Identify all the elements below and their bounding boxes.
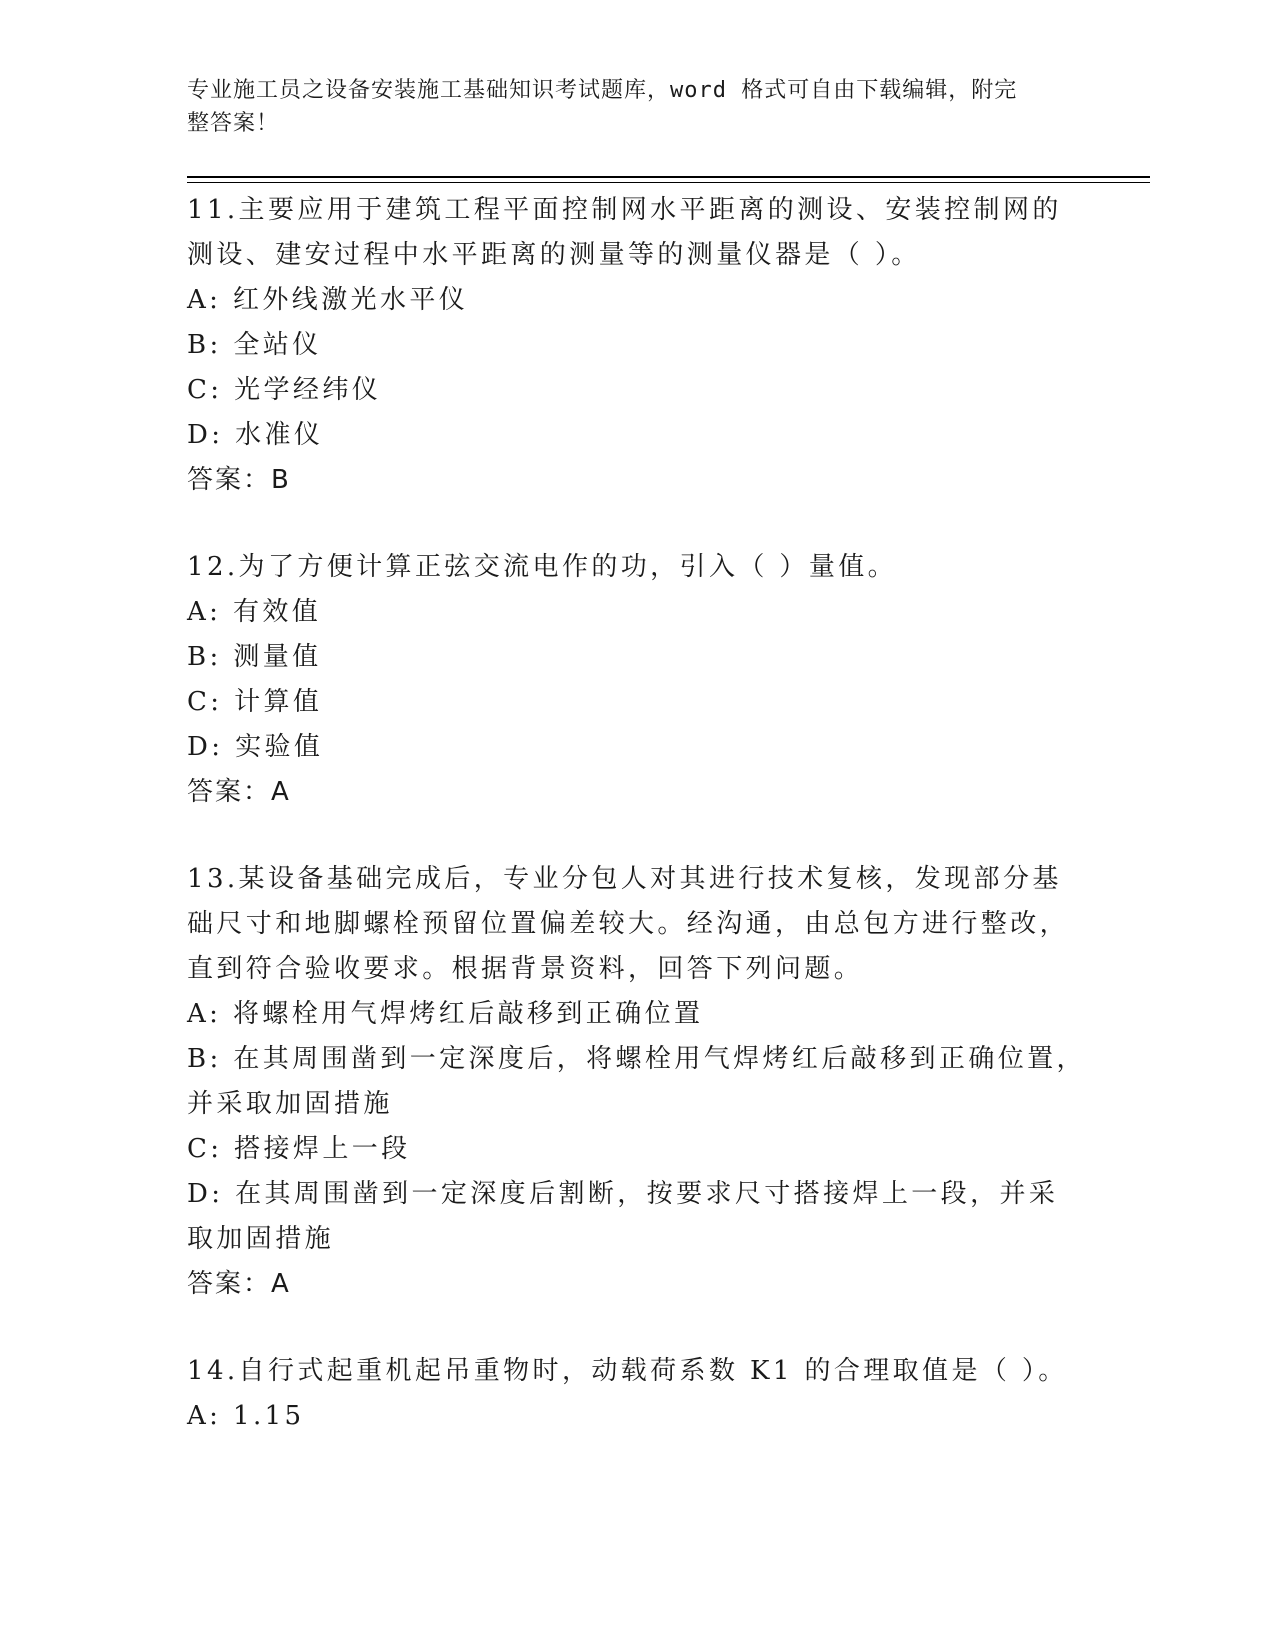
option-a: A: 红外线激光水平仪 — [187, 285, 469, 315]
option-d: D: 水准仪 — [187, 420, 324, 450]
header-line-2: 整答案！ — [187, 111, 280, 136]
question-stem: 13.某设备基础完成后，专业分包人对其进行技术复核，发现部分基础尺寸和地脚螺栓预留位置偏差较大。经沟通，由总包方进行整改，直到符合验收要求。根据背景资料，回答下列问题。 — [187, 864, 1070, 984]
question-12 — [187, 545, 1087, 815]
header-divider-thick — [187, 176, 1150, 178]
question-stem: 14.自行式起重机起吊重物时，动载荷系数 K1 的合理取值是（ ）。 — [187, 1356, 1068, 1386]
option-b: B: 测量值 — [187, 642, 322, 672]
option-a: A: 将螺栓用气焊烤红后敲移到正确位置 — [187, 999, 704, 1029]
option-b: B: 在其周围凿到一定深度后，将螺栓用气焊烤红后敲移到正确位置，并采取加固措施 — [187, 1044, 1086, 1119]
answer: 答案：A — [187, 1269, 291, 1299]
option-c: C: 搭接焊上一段 — [187, 1134, 411, 1164]
question-stem: 12.为了方便计算正弦交流电作的功，引入（ ）量值。 — [187, 552, 898, 582]
header-divider-thin — [187, 182, 1150, 183]
header-line-1: 专业施工员之设备安装施工基础知识考试题库，word 格式可自由下载编辑，附完 — [187, 78, 1018, 103]
document-header — [187, 74, 1067, 140]
question-stem: 11.主要应用于建筑工程平面控制网水平距离的测设、安装控制网的测设、建安过程中水平距离的测量等的测量仪器是（ ）。 — [187, 195, 1062, 270]
option-d: D: 实验值 — [187, 732, 324, 762]
question-list — [187, 188, 1087, 1481]
option-c: C: 光学经纬仪 — [187, 375, 382, 405]
question-11 — [187, 188, 1087, 503]
option-a: A: 1.15 — [187, 1401, 305, 1431]
answer: 答案：A — [187, 777, 291, 807]
option-a: A: 有效值 — [187, 597, 322, 627]
answer: 答案：B — [187, 465, 291, 495]
question-14 — [187, 1349, 1087, 1439]
option-b: B: 全站仪 — [187, 330, 322, 360]
option-c: C: 计算值 — [187, 687, 323, 717]
question-13 — [187, 857, 1087, 1307]
option-d: D: 在其周围凿到一定深度后割断，按要求尺寸搭接焊上一段，并采取加固措施 — [187, 1179, 1059, 1254]
